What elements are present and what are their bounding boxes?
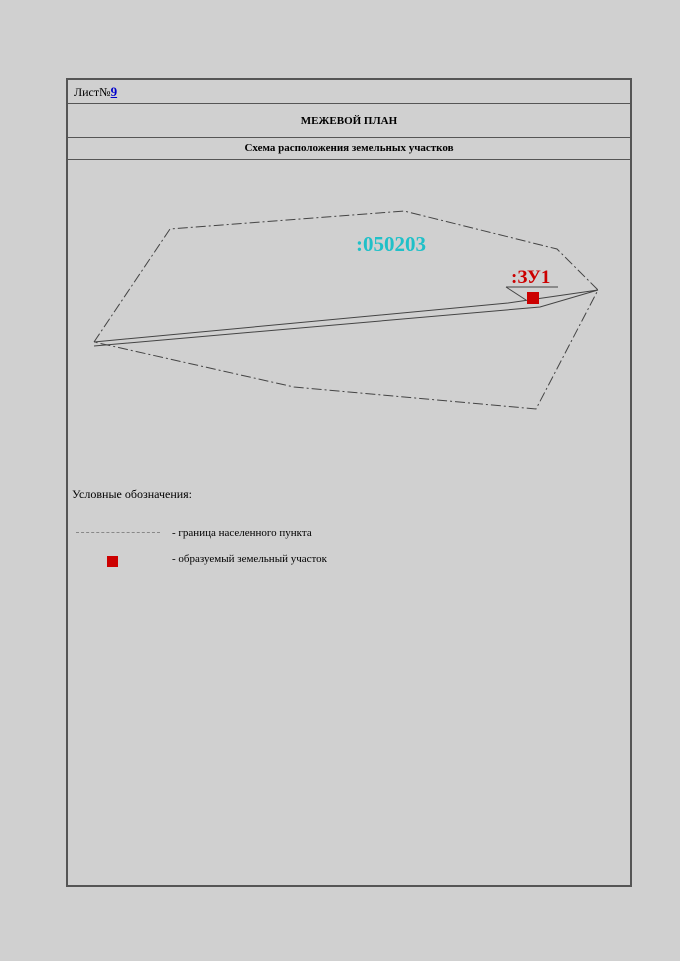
parcel-legend-symbol (107, 556, 118, 567)
scheme-subtitle: Схема расположения земельных участков (68, 138, 630, 160)
parcel-number-label: :ЗУ1 (511, 267, 551, 288)
road-strip (94, 290, 598, 346)
document-title: МЕЖЕВОЙ ПЛАН (68, 104, 630, 138)
settlement-boundary (94, 211, 598, 409)
legend-title: Условные обозначения: (72, 487, 193, 501)
boundary-legend-symbol (76, 532, 160, 533)
parcel-leader-line (506, 287, 526, 300)
legend-item-parcel: - образуемый земельный участок (172, 553, 328, 565)
sheet-label: Лист№ (74, 85, 111, 99)
sheet-number-link[interactable]: 9 (110, 84, 118, 99)
parcel-marker[interactable] (527, 292, 539, 304)
legend-item-boundary: - граница населенного пункта (172, 527, 312, 539)
quarter-number-label: :050203 (356, 232, 426, 256)
